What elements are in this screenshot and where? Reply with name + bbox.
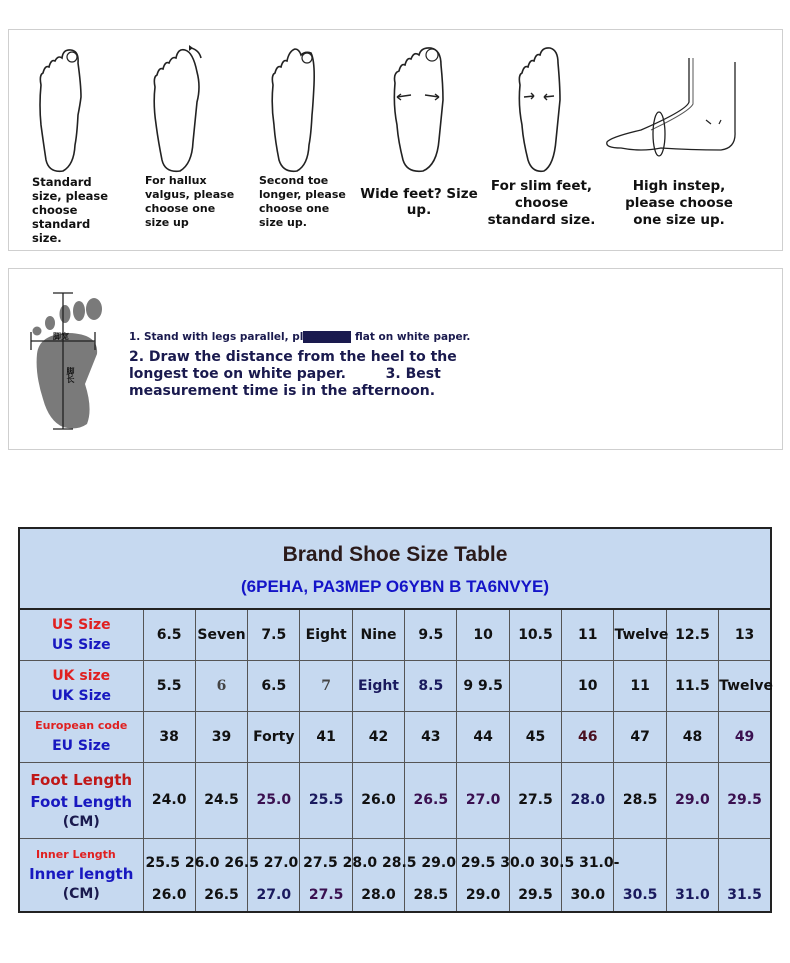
table-cell: 45 xyxy=(509,711,561,762)
second-toe-longer-foot-icon xyxy=(265,45,320,175)
row-label: US Size US Size xyxy=(19,609,143,660)
table-cell: 28.5 xyxy=(405,838,457,912)
inner-length-overflow-text: 25.5 26.0 26.5 27.0 27.5 28.0 28.5 29.0 29.5 30.0 30.5 31.0- xyxy=(145,854,620,871)
table-cell: 29.5 xyxy=(719,762,771,838)
table-cell: 43 xyxy=(405,711,457,762)
table-cell: 12.5 xyxy=(666,609,718,660)
table-cell: 27.5 xyxy=(300,838,352,912)
row-label: Inner Length Inner length (CM) xyxy=(19,838,143,912)
width-mark: 脚宽 xyxy=(53,332,69,341)
table-cell: 44 xyxy=(457,711,509,762)
table-cell: 11.5 xyxy=(666,660,718,711)
table-cell: 48 xyxy=(666,711,718,762)
table-cell: 29.0 xyxy=(457,838,509,912)
slim-foot-icon xyxy=(514,45,564,175)
table-cell: Nine xyxy=(352,609,404,660)
foot-type-label: Second toe longer, please choose one size up. xyxy=(259,174,346,229)
table-cell: Forty xyxy=(248,711,300,762)
table-cell: 5.5 xyxy=(143,660,195,711)
table-cell: 13 xyxy=(719,609,771,660)
table-cell: 30.5 xyxy=(614,838,666,912)
instruction-step-3: 3. Best measurement time is in the afternoon. xyxy=(129,366,441,399)
table-cell: 29.0 xyxy=(666,762,718,838)
wide-foot-icon xyxy=(389,45,449,175)
table-cell: Eight xyxy=(352,660,404,711)
row-label: UK size UK Size xyxy=(19,660,143,711)
table-cell: 6.5 xyxy=(143,609,195,660)
table-cell: 49 xyxy=(719,711,771,762)
table-row-foot-length xyxy=(19,762,771,838)
table-cell: Twelve xyxy=(614,609,666,660)
table-cell: 25.5 xyxy=(300,762,352,838)
high-instep-foot-icon xyxy=(601,52,741,162)
table-cell: 10.5 xyxy=(509,609,561,660)
table-cell: 27.0 xyxy=(248,838,300,912)
table-cell: Eight xyxy=(300,609,352,660)
table-cell: 42 xyxy=(352,711,404,762)
table-cell: Twelve xyxy=(719,660,771,711)
table-cell: 7.5 xyxy=(248,609,300,660)
table-subtitle: (6PEHA, PA3MEP O6YBN B TA6NVYE) xyxy=(241,576,549,596)
row-label: Foot Length Foot Length (CM) xyxy=(19,762,143,838)
table-cell: 31.0 xyxy=(666,838,718,912)
shoe-size-table xyxy=(18,527,772,913)
table-cell: 30.0 xyxy=(562,838,614,912)
table-cell: 46 xyxy=(562,711,614,762)
table-cell: 28.0 xyxy=(562,762,614,838)
table-cell: 39 xyxy=(195,711,247,762)
table-cell: 8.5 xyxy=(405,660,457,711)
row-label: European code EU Size xyxy=(19,711,143,762)
table-header xyxy=(19,528,771,609)
instruction-step-1: 1. Stand with legs parallel, place feet flat on white paper. xyxy=(129,331,471,343)
measurement-instructions-panel xyxy=(8,268,783,450)
table-cell: 31.5 xyxy=(719,838,771,912)
table-cell: 25.0 xyxy=(248,762,300,838)
table-row-eu xyxy=(19,711,771,762)
table-cell: 6 xyxy=(195,660,247,711)
foot-type-label: For slim feet, choose standard size. xyxy=(487,178,596,228)
table-cell: 29.5 xyxy=(509,838,561,912)
table-cell: 26.5 xyxy=(405,762,457,838)
table-title: Brand Shoe Size Table xyxy=(282,542,508,566)
hallux-valgus-foot-icon xyxy=(147,42,207,175)
table-cell: 7 xyxy=(300,660,352,711)
foot-type-label: For hallux valgus, please choose one size up xyxy=(145,174,235,229)
table-cell: 11 xyxy=(614,660,666,711)
table-cell xyxy=(509,660,561,711)
table-cell: 9 9.5 xyxy=(457,660,509,711)
foot-type-label: High instep, please choose one size up. xyxy=(625,178,733,228)
table-cell: 10 xyxy=(457,609,509,660)
instruction-steps-2-3 xyxy=(129,349,519,400)
table-cell: 24.5 xyxy=(195,762,247,838)
table-cell: 27.5 xyxy=(509,762,561,838)
table-cell: 10 xyxy=(562,660,614,711)
table-row-us xyxy=(19,609,771,660)
table-cell: 25.5 26.0 26.5 27.0 27.5 28.0 28.5 29.0 29.5 30.0 30.5 31.0- 26.0 xyxy=(143,838,195,912)
instruction-step-2: 2. Draw the distance from the heel to the longest toe on white paper. xyxy=(129,349,457,382)
highlighted-text: ace feet xyxy=(303,331,352,343)
table-row-inner-length xyxy=(19,838,771,912)
table-cell: 41 xyxy=(300,711,352,762)
table-cell: 9.5 xyxy=(405,609,457,660)
table-cell: 6.5 xyxy=(248,660,300,711)
foot-type-label: Wide feet? Size up. xyxy=(360,186,478,218)
length-mark: 脚长 xyxy=(66,367,75,383)
table-cell: 26.5 xyxy=(195,838,247,912)
standard-foot-icon xyxy=(31,45,86,175)
table-cell: Seven xyxy=(195,609,247,660)
table-cell: 24.0 xyxy=(143,762,195,838)
foot-measurement-diagram-icon xyxy=(29,289,109,434)
table-cell: 28.5 xyxy=(614,762,666,838)
table-cell: 38 xyxy=(143,711,195,762)
table-cell: 27.0 xyxy=(457,762,509,838)
table-cell: 47 xyxy=(614,711,666,762)
foot-type-label: Standard size, please choose standard size. xyxy=(32,175,109,245)
table-row-uk xyxy=(19,660,771,711)
foot-types-panel xyxy=(8,29,783,251)
table-cell: 28.0 xyxy=(352,838,404,912)
table-cell: 26.0 xyxy=(352,762,404,838)
table-cell: 11 xyxy=(562,609,614,660)
